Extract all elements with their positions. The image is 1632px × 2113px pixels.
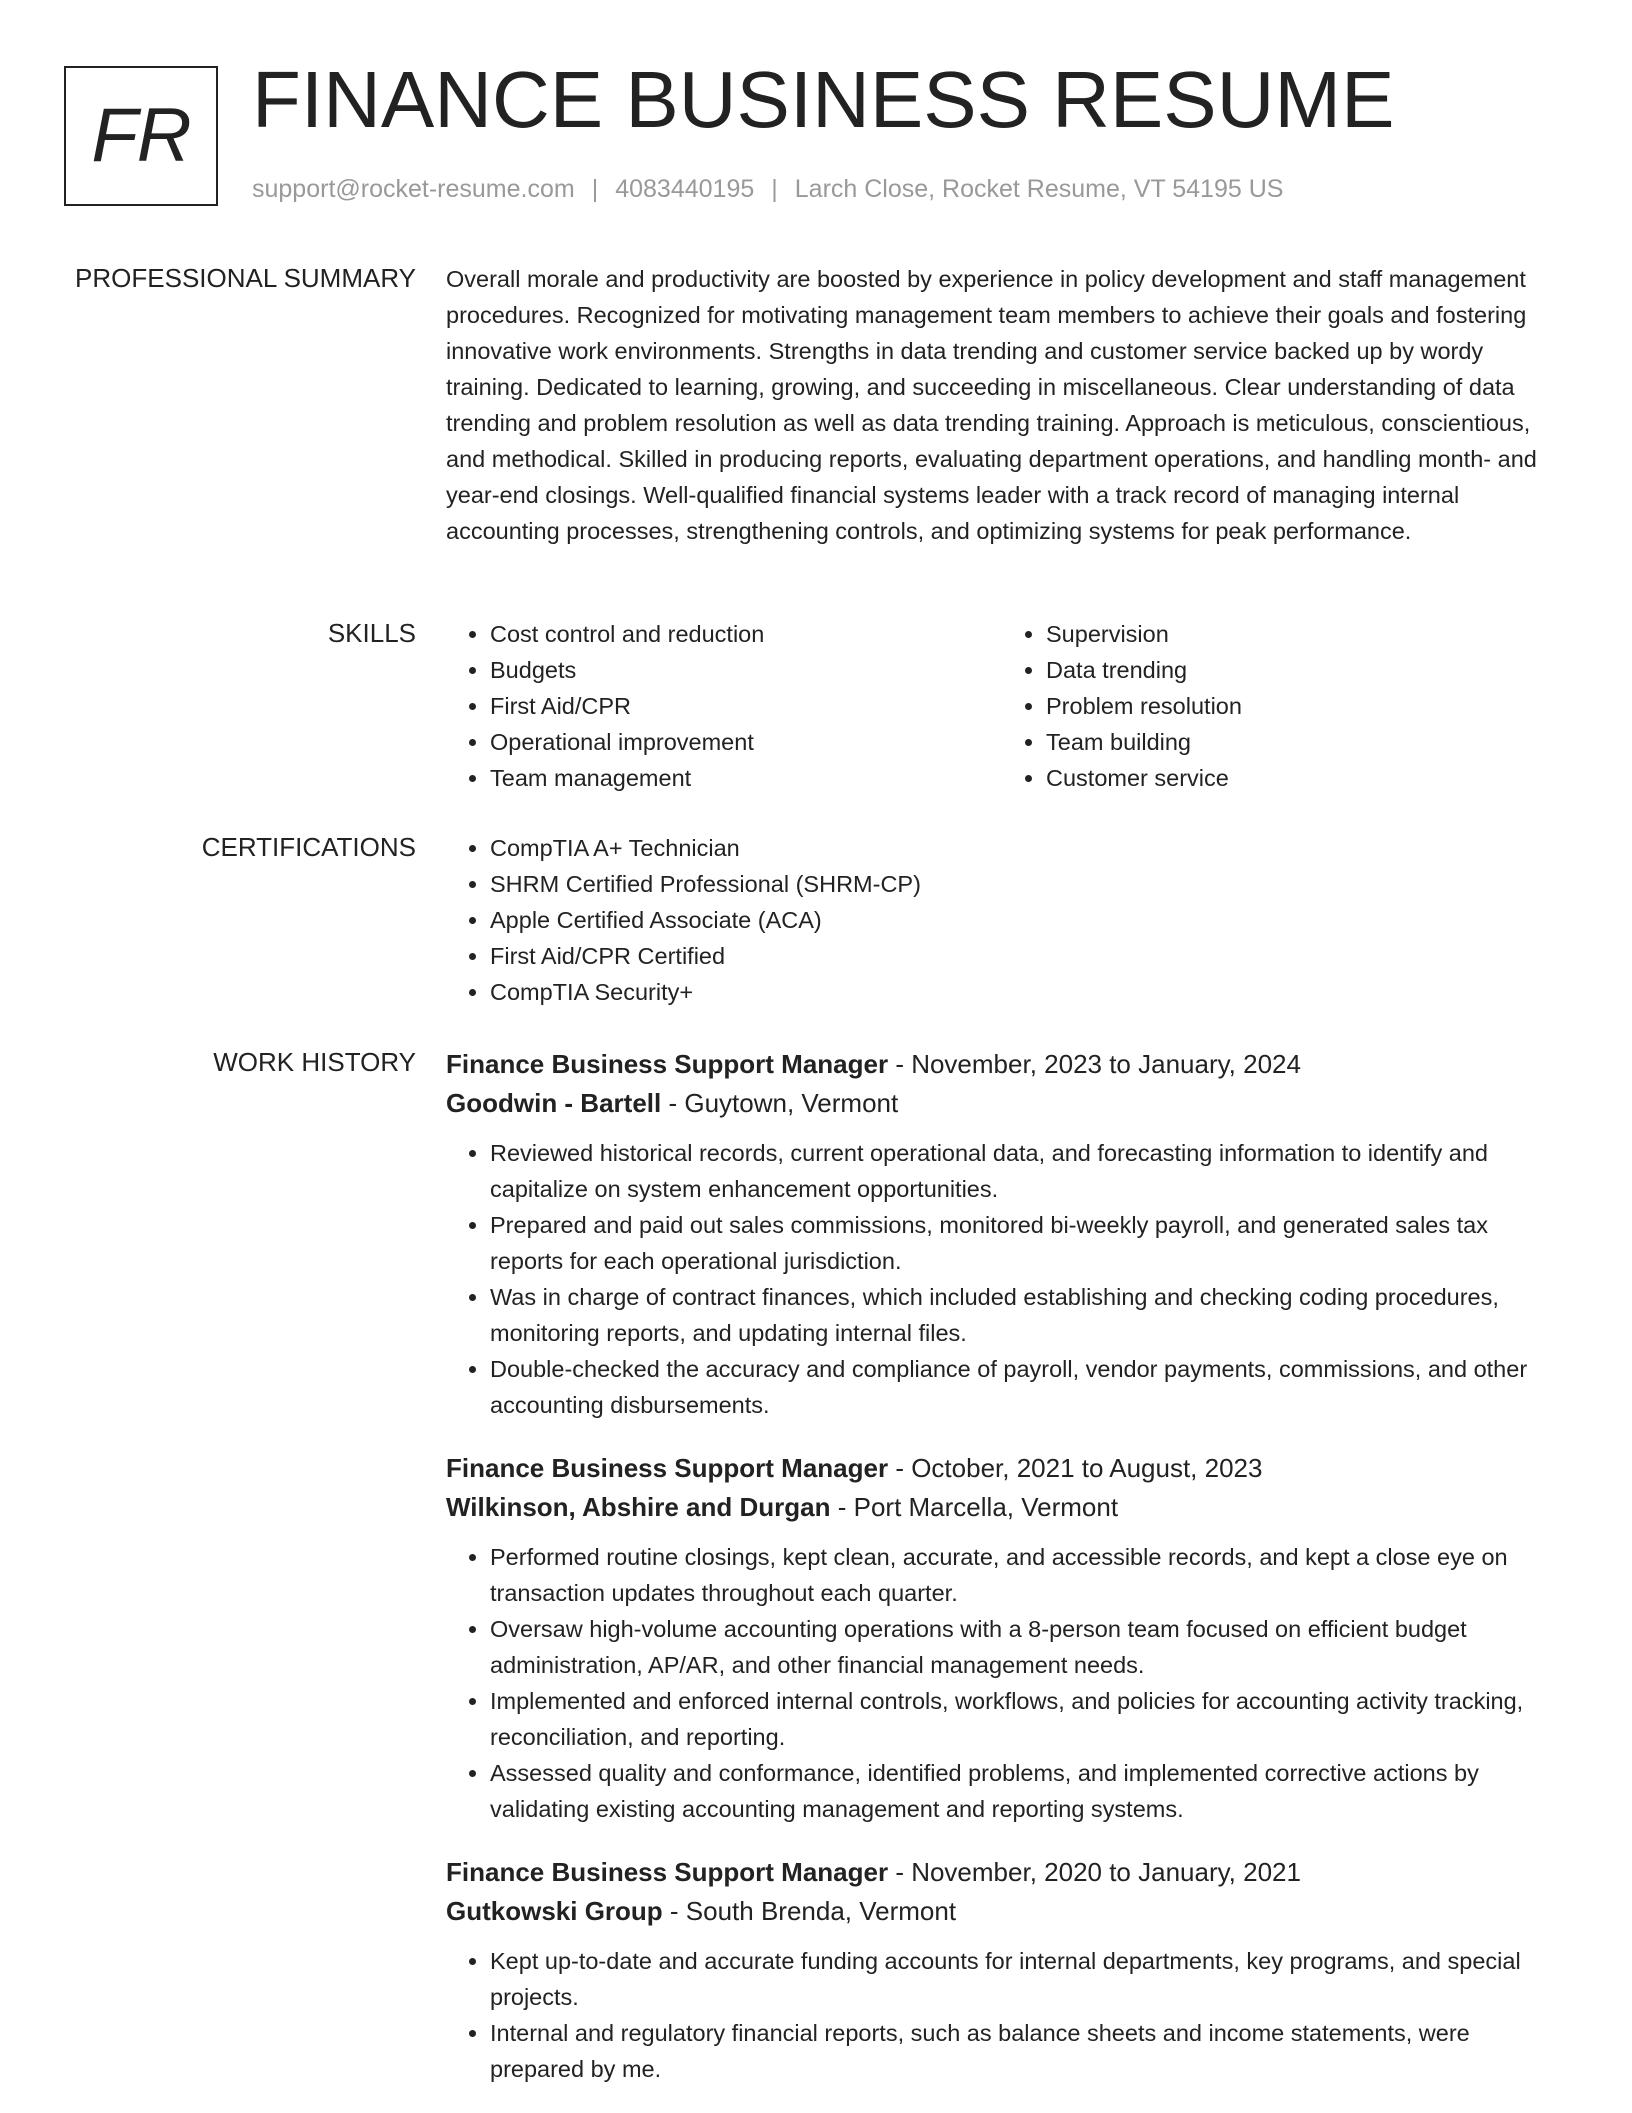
job-title: Finance Business Support Manager [446,1049,889,1079]
skill-item: • Problem resolution [1046,688,1558,724]
job-title: Finance Business Support Manager [446,1453,889,1483]
job-bullet: • Internal and regulatory financial reports, such as balance sheets and income statements, were prepared by me. [490,2015,1558,2087]
job-title: Finance Business Support Manager [446,1857,889,1887]
job-location: - Guytown, Vermont [661,1088,899,1118]
certifications-list [446,830,1558,1010]
job-entry [446,1853,1558,2087]
section-label-work-history: WORK HISTORY [213,1047,416,1077]
skill-item: • First Aid/CPR [490,688,1002,724]
contact-line [252,177,1283,202]
section-label-skills: SKILLS [327,618,416,648]
job-dates: - November, 2020 to January, 2021 [888,1857,1301,1887]
job-dates: - October, 2021 to August, 2023 [888,1453,1263,1483]
skills-body [446,616,1558,796]
certification-item: • First Aid/CPR Certified [490,938,1558,974]
skill-item: • Budgets [490,652,1002,688]
skill-item: • Customer service [1046,760,1558,796]
monogram-box [64,66,218,206]
job-bullet: • Reviewed historical records, current operational data, and forecasting information to identify and capitalize on system enhancement opportunities. [490,1135,1558,1207]
section-label-certifications: CERTIFICATIONS [201,832,416,862]
job-bullet: • Oversaw high-volume accounting operations with a 8-person team focused on efficient budget administration, AP/AR, and other financial management needs. [490,1611,1558,1683]
monogram-initials: FR [91,93,191,178]
job-bullet: • Prepared and paid out sales commissions, monitored bi-weekly payroll, and generated sales tax reports for each operational jurisdiction. [490,1207,1558,1279]
skill-item: • Team management [490,760,1002,796]
skill-item: • Cost control and reduction [490,616,1002,652]
work-history-body [446,1045,1558,2113]
job-dates: - November, 2023 to January, 2024 [888,1049,1301,1079]
skills-columns [446,616,1558,796]
skill-item: • Data trending [1046,652,1558,688]
skills-list-left [446,616,1002,796]
resume-title: FINANCE BUSINESS RESUME [252,55,1395,144]
job-entry [446,1449,1558,1827]
job-bullet: • Assessed quality and conformance, identified problems, and implemented corrective actions by validating existing accounting management and reporting systems. [490,1755,1558,1827]
contact-separator: | [771,175,778,203]
certification-item: • Apple Certified Associate (ACA) [490,902,1558,938]
section-label-summary: PROFESSIONAL SUMMARY [75,263,416,293]
job-company: Gutkowski Group [446,1896,663,1926]
job-bullets [446,1539,1558,1827]
job-bullet: • Implemented and enforced internal controls, workflows, and policies for accounting activity tracking, reconciliation, and reporting. [490,1683,1558,1755]
skill-item: • Team building [1046,724,1558,760]
job-title-line [446,1045,1558,1083]
job-bullet: • Was in charge of contract finances, which included establishing and checking coding procedures, monitoring reports, and updating internal files. [490,1279,1558,1351]
job-location: - Port Marcella, Vermont [830,1492,1119,1522]
job-company-line [446,1083,1558,1123]
job-company-line [446,1891,1558,1931]
summary-text: Overall morale and productivity are boosted by experience in policy development and staff management procedures. Recognized for motivating management team members to achieve their goals and fostering innovative work environments. Strengths in data trending and customer service backed up by wordy training. Dedicated to learning, growing, and succeeding in miscellaneous. Clear understanding of data trending and problem resolution as well as data trending training. Approach is meticulous, conscientious, and methodical. Skilled in producing reports, evaluating department operations, and handling month- and year-end closings. Well-qualified financial systems leader with a track record of managing internal accounting processes, strengthening controls, and optimizing systems for peak performance. [446,266,1537,544]
certification-item: • SHRM Certified Professional (SHRM-CP) [490,866,1558,902]
contact-address: Larch Close, Rocket Resume, VT 54195 US [794,175,1284,203]
job-company-line [446,1487,1558,1527]
job-bullets [446,1943,1558,2087]
job-title-line [446,1853,1558,1891]
job-entry [446,1045,1558,1423]
contact-phone: 4083440195 [615,175,755,203]
job-company: Goodwin - Bartell [446,1088,662,1118]
certification-item: • CompTIA A+ Technician [490,830,1558,866]
job-title-line [446,1449,1558,1487]
contact-separator: | [591,175,599,203]
skill-item: • Supervision [1046,616,1558,652]
job-bullet: • Kept up-to-date and accurate funding accounts for internal departments, key programs, and special projects. [490,1943,1558,2015]
skill-item: • Operational improvement [490,724,1002,760]
certification-item: • CompTIA Security+ [490,974,1558,1010]
job-bullet: • Double-checked the accuracy and compliance of payroll, vendor payments, commissions, and other accounting disbursements. [490,1351,1558,1423]
skills-list-right [1002,616,1558,796]
job-company: Wilkinson, Abshire and Durgan [446,1492,831,1522]
job-bullet: • Performed routine closings, kept clean, accurate, and accessible records, and kept a close eye on transaction updates throughout each quarter. [490,1539,1558,1611]
certifications-body [446,830,1558,1010]
job-location: - South Brenda, Vermont [662,1896,957,1926]
job-bullets [446,1135,1558,1423]
contact-email: support@rocket-resume.com [252,175,575,203]
summary-body [446,261,1558,549]
